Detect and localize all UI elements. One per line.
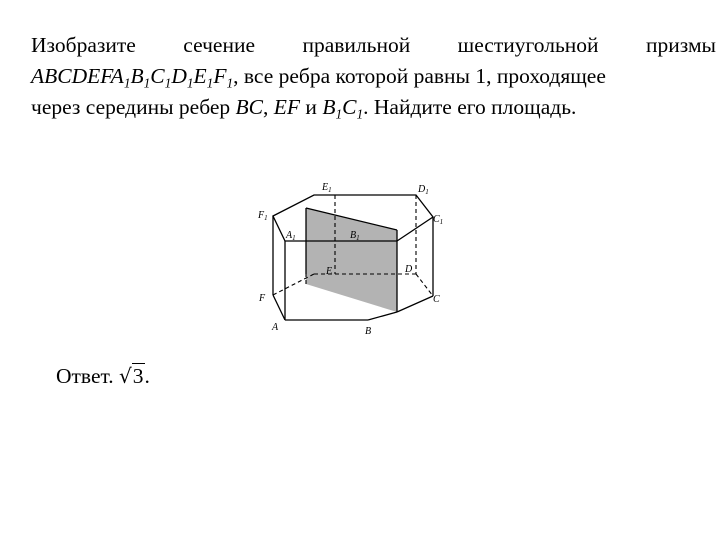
answer-value: 3 — [132, 364, 144, 388]
section-polygon — [306, 208, 397, 312]
prism-figure — [250, 178, 450, 338]
label-a1: $A_1$ — [286, 230, 296, 242]
label-c: C — [433, 294, 440, 305]
answer-end: . — [144, 364, 150, 388]
problem-statement — [31, 30, 716, 123]
problem-line-2 — [31, 61, 716, 92]
edge-b1c1: $B_1C_1$ — [322, 95, 364, 122]
prism-name: $ABCDEFA_1B_1C_1D_1E_1F_1$ — [31, 64, 234, 91]
edge-ef: EF — [273, 95, 301, 119]
sqrt-icon: √ — [119, 364, 132, 388]
label-b1: $B_1$ — [350, 230, 360, 242]
label-c1: $C_1$ — [433, 214, 444, 226]
label-a: A — [272, 322, 279, 333]
label-b: B — [365, 326, 372, 337]
answer — [56, 364, 150, 389]
label-e: E — [326, 266, 333, 277]
edge-bc: BC — [235, 95, 264, 119]
problem-line-1: Изобразите сечение правильной шестиугольной призмы — [31, 33, 716, 57]
problem-line-2-tail: , все ребра которой равны 1, проходящее — [233, 64, 606, 88]
label-f1: $F_1$ — [258, 210, 268, 222]
problem-line-3: через середины ребер BC, EF и $B_1C_1$. Найдите его площадь. — [31, 95, 577, 122]
answer-label: Ответ. — [56, 364, 114, 388]
label-d: D — [405, 264, 413, 275]
label-d1: $D_1$ — [418, 184, 429, 196]
label-e1: $E_1$ — [322, 182, 332, 194]
label-f: F — [259, 293, 266, 304]
